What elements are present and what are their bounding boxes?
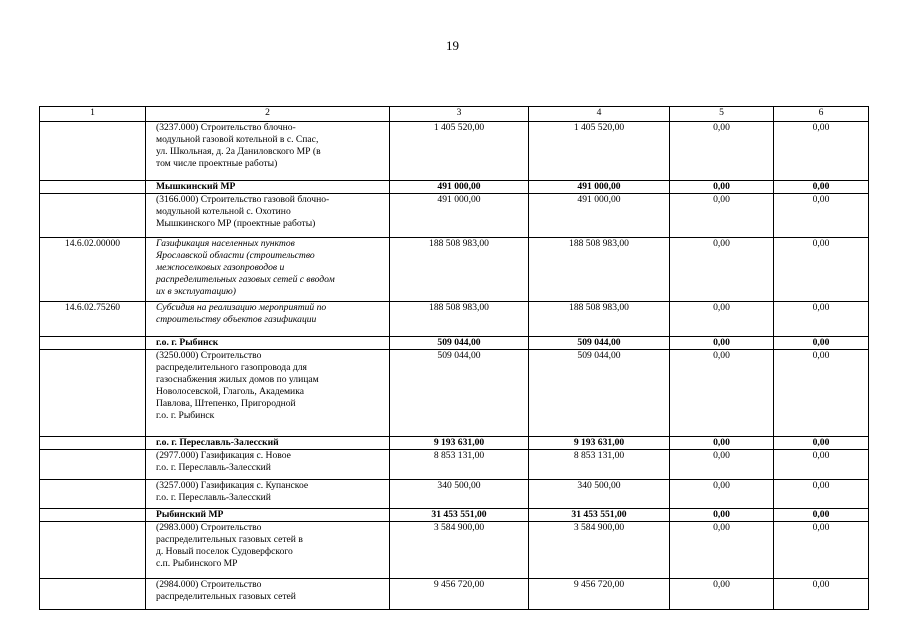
row-code (40, 437, 146, 450)
row-col5: 0,00 (670, 238, 774, 302)
row-col4: 188 508 983,00 (529, 238, 670, 302)
row-col5: 0,00 (670, 522, 774, 579)
row-col6: 0,00 (774, 350, 869, 437)
row-col4: 3 584 900,00 (529, 522, 670, 579)
row-col5: 0,00 (670, 337, 774, 350)
header-cell: 1 (40, 107, 146, 122)
row-col4: 8 853 131,00 (529, 450, 670, 480)
row-name: (2983.000) Строительство распределительных газовых сетей в д. Новый поселок Судоверфского с.п. Рыбинского МР (146, 522, 390, 579)
row-col5: 0,00 (670, 122, 774, 181)
row-code (40, 337, 146, 350)
table-row (40, 302, 869, 337)
row-col3: 9 193 631,00 (390, 437, 529, 450)
row-col6: 0,00 (774, 480, 869, 509)
table-row (40, 450, 869, 480)
row-code: 14.6.02.75260 (40, 302, 146, 337)
row-col4: 509 044,00 (529, 350, 670, 437)
header-cell: 4 (529, 107, 670, 122)
row-col3: 1 405 520,00 (390, 122, 529, 181)
row-col6: 0,00 (774, 522, 869, 579)
row-col4: 509 044,00 (529, 337, 670, 350)
row-col6: 0,00 (774, 437, 869, 450)
row-name: Мышкинский МР (146, 181, 390, 194)
row-col4: 9 456 720,00 (529, 579, 670, 610)
row-col4: 1 405 520,00 (529, 122, 670, 181)
table-row (40, 194, 869, 238)
table-row (40, 122, 869, 181)
row-col4: 31 453 551,00 (529, 509, 670, 522)
header-row (40, 107, 869, 122)
row-col6: 0,00 (774, 238, 869, 302)
row-col6: 0,00 (774, 194, 869, 238)
budget-table (39, 106, 869, 610)
row-name: Рыбинский МР (146, 509, 390, 522)
table-row (40, 579, 869, 610)
row-col4: 188 508 983,00 (529, 302, 670, 337)
row-code (40, 509, 146, 522)
row-col6: 0,00 (774, 450, 869, 480)
row-name: (2984.000) Строительство распределительных газовых сетей (146, 579, 390, 610)
row-col5: 0,00 (670, 194, 774, 238)
row-col3: 509 044,00 (390, 337, 529, 350)
row-col3: 340 500,00 (390, 480, 529, 509)
row-col5: 0,00 (670, 350, 774, 437)
row-col3: 491 000,00 (390, 181, 529, 194)
row-code (40, 480, 146, 509)
row-col4: 491 000,00 (529, 181, 670, 194)
row-col6: 0,00 (774, 302, 869, 337)
row-col6: 0,00 (774, 337, 869, 350)
row-col3: 188 508 983,00 (390, 302, 529, 337)
row-col3: 491 000,00 (390, 194, 529, 238)
page-number: 19 (446, 38, 459, 53)
row-name: (3166.000) Строительство газовой блочно- модульной котельной с. Охотино Мышкинского МР (проектные работы) (146, 194, 390, 238)
row-col3: 8 853 131,00 (390, 450, 529, 480)
table-row (40, 480, 869, 509)
row-code (40, 522, 146, 579)
row-name: Газификация населенных пунктов Ярославской области (строительство межпоселковых газопроводов и распределительных газовых сетей с вводом их в эксплуатацию) (146, 238, 390, 302)
row-col6: 0,00 (774, 509, 869, 522)
table-row (40, 522, 869, 579)
row-code (40, 350, 146, 437)
row-col5: 0,00 (670, 181, 774, 194)
row-col5: 0,00 (670, 480, 774, 509)
row-col5: 0,00 (670, 302, 774, 337)
row-name: г.о. г. Рыбинск (146, 337, 390, 350)
row-col5: 0,00 (670, 579, 774, 610)
row-name: г.о. г. Переславль-Залесский (146, 437, 390, 450)
row-col4: 491 000,00 (529, 194, 670, 238)
row-code: 14.6.02.00000 (40, 238, 146, 302)
row-col6: 0,00 (774, 122, 869, 181)
table-row (40, 437, 869, 450)
row-col4: 9 193 631,00 (529, 437, 670, 450)
row-name: (3257.000) Газификация с. Купанское г.о. г. Переславль-Залесский (146, 480, 390, 509)
row-col3: 9 456 720,00 (390, 579, 529, 610)
header-cell: 2 (146, 107, 390, 122)
header-cell: 6 (774, 107, 869, 122)
row-code (40, 122, 146, 181)
header-cell: 3 (390, 107, 529, 122)
table-row (40, 181, 869, 194)
row-name: (2977.000) Газификация с. Новое г.о. г. Переславль-Залесский (146, 450, 390, 480)
row-code (40, 450, 146, 480)
row-col5: 0,00 (670, 437, 774, 450)
row-col3: 509 044,00 (390, 350, 529, 437)
row-name: (3250.000) Строительство распределительного газопровода для газоснабжения жилых домов по улицам Новолосевской, Глаголь, Академика Павлова, Штепенко, Пригородной г.о. г. Рыбинск (146, 350, 390, 437)
row-col6: 0,00 (774, 181, 869, 194)
row-col3: 31 453 551,00 (390, 509, 529, 522)
table-body (40, 122, 869, 610)
table-row (40, 337, 869, 350)
row-name: (3237.000) Строительство блочно- модульной газовой котельной в с. Спас, ул. Школьная, д. 2а Даниловского МР (в том числе проектные работы) (146, 122, 390, 181)
row-code (40, 194, 146, 238)
row-col5: 0,00 (670, 450, 774, 480)
row-col4: 340 500,00 (529, 480, 670, 509)
table-row (40, 238, 869, 302)
table-row (40, 509, 869, 522)
row-col5: 0,00 (670, 509, 774, 522)
row-col3: 188 508 983,00 (390, 238, 529, 302)
header-cell: 5 (670, 107, 774, 122)
row-code (40, 181, 146, 194)
row-col6: 0,00 (774, 579, 869, 610)
table-row (40, 350, 869, 437)
row-col3: 3 584 900,00 (390, 522, 529, 579)
row-code (40, 579, 146, 610)
row-name: Субсидия на реализацию мероприятий по строительству объектов газификации (146, 302, 390, 337)
